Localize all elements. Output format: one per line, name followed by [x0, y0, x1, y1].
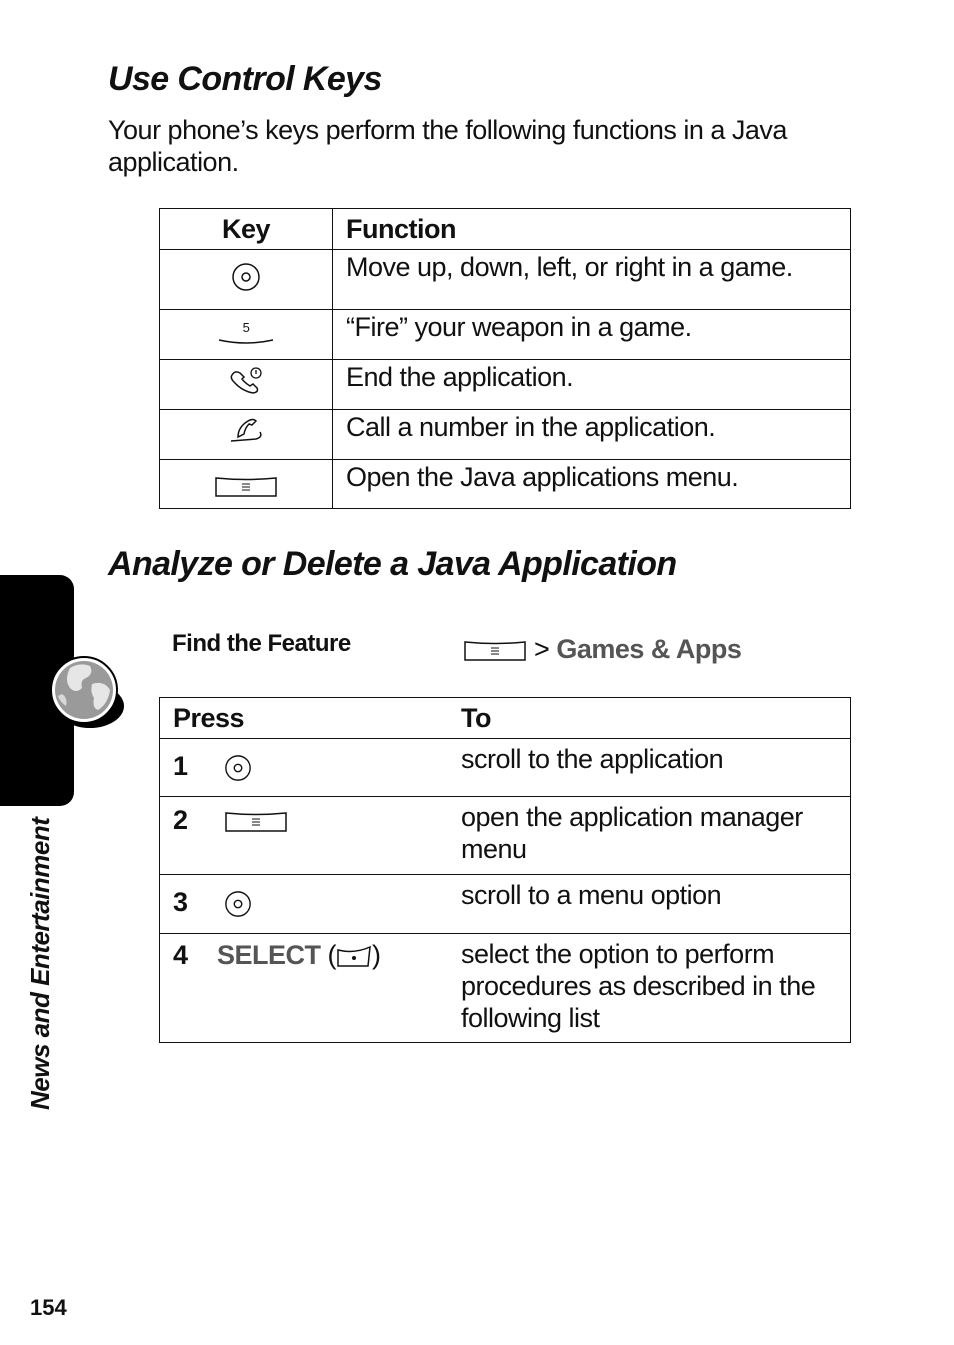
five-key-icon	[216, 318, 276, 348]
page-number: 154	[30, 1295, 67, 1320]
table-row	[160, 739, 851, 797]
step-number: 4	[173, 940, 188, 970]
step-number: 1	[173, 751, 188, 781]
section-title-analyze-delete: Analyze or Delete a Java Application	[108, 545, 677, 583]
header-function: Function	[333, 209, 851, 250]
end-key-icon	[226, 365, 266, 397]
send-key-icon	[226, 415, 266, 447]
table-header-row	[160, 209, 851, 250]
nav-key-icon	[224, 890, 252, 918]
step-number: 2	[173, 805, 188, 835]
step-number: 3	[173, 887, 188, 917]
globe-icon	[46, 650, 126, 730]
menu-key-icon	[214, 476, 278, 498]
select-soft-key-label: SELECT	[217, 940, 321, 970]
table-row	[160, 875, 851, 934]
function-cell: Open the Java applications menu.	[333, 460, 851, 509]
find-feature-label: Find the Feature	[172, 630, 351, 657]
table-row	[160, 797, 851, 875]
to-cell: select the option to perform procedures as described in the following list	[461, 934, 851, 1043]
table-row	[160, 934, 851, 1043]
table-row	[160, 360, 851, 410]
right-soft-key-icon	[336, 944, 372, 970]
to-cell: open the application manager menu	[461, 797, 851, 875]
find-feature-path	[463, 634, 741, 665]
svg-text:5: 5	[242, 319, 250, 335]
to-cell: scroll to a menu option	[461, 875, 851, 934]
nav-key-icon	[224, 754, 252, 782]
path-item-games-apps: Games & Apps	[556, 634, 742, 664]
table-row	[160, 250, 851, 310]
header-press: Press	[160, 698, 462, 739]
function-cell: Move up, down, left, or right in a game.	[333, 250, 851, 310]
nav-key-icon	[231, 262, 261, 292]
table-row	[160, 460, 851, 509]
press-to-table	[159, 697, 851, 1043]
path-separator: >	[534, 634, 550, 664]
function-cell: Call a number in the application.	[333, 410, 851, 460]
menu-key-icon	[224, 811, 288, 833]
paren-open: (	[327, 940, 337, 970]
menu-key-icon	[463, 640, 527, 662]
paren-close: )	[372, 940, 381, 970]
table-row	[160, 410, 851, 460]
chapter-label: News and Entertainment	[25, 817, 55, 1110]
table-row	[160, 310, 851, 360]
function-cell: End the application.	[333, 360, 851, 410]
header-key: Key	[160, 209, 333, 250]
section-title-use-control-keys: Use Control Keys	[108, 60, 382, 98]
function-cell: “Fire” your weapon in a game.	[333, 310, 851, 360]
table-header-row	[160, 698, 851, 739]
to-cell: scroll to the application	[461, 739, 851, 797]
intro-paragraph: Your phone’s keys perform the following functions in a Java application.	[108, 115, 787, 177]
control-keys-table	[159, 208, 851, 509]
header-to: To	[461, 698, 851, 739]
